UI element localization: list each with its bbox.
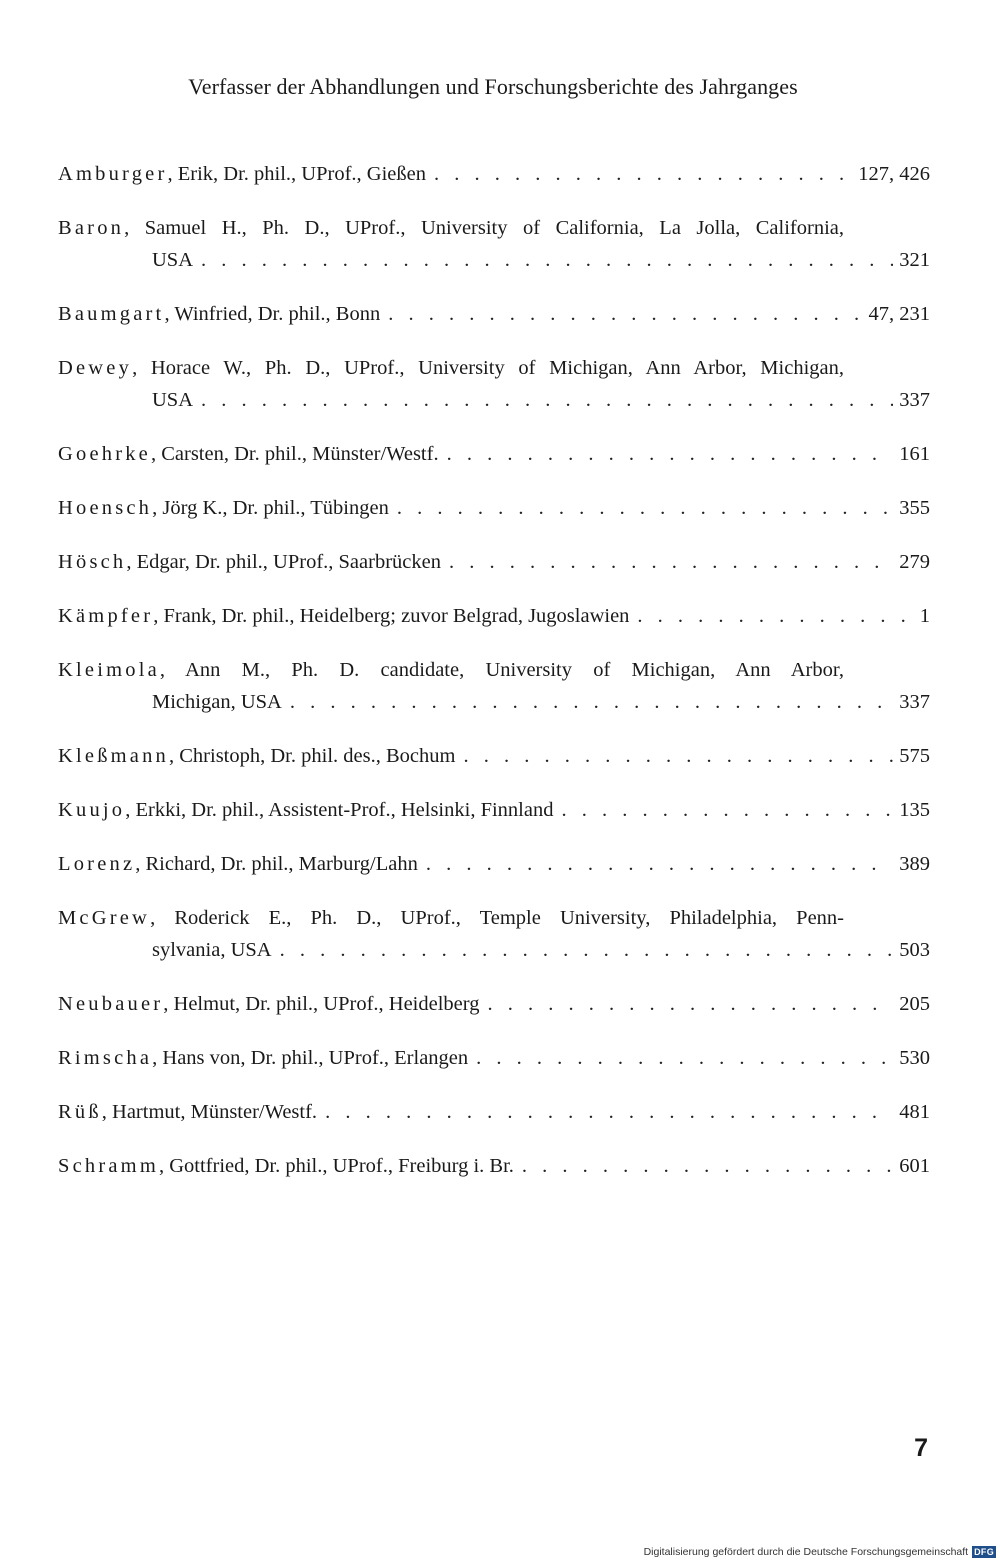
author-details: , Christoph, Dr. phil. des., Bochum (169, 745, 456, 767)
author-surname: Baumgart (58, 303, 165, 325)
page-reference: 503 (899, 939, 930, 961)
page-reference: 389 (899, 853, 930, 875)
entry-line (58, 438, 930, 470)
author-details-continued: Michigan, USA (152, 691, 282, 713)
page-reference: 601 (899, 1155, 930, 1177)
dot-leader (389, 492, 893, 524)
dot-leader (439, 438, 894, 470)
entry-line (58, 158, 930, 190)
dot-leader (282, 686, 893, 718)
entry-line (58, 546, 930, 578)
entry-line (58, 794, 930, 826)
author-surname: Kleimola (58, 659, 160, 681)
author-details: , Ann M., Ph. D. candidate, University of Michigan, Ann Arbor, (159, 659, 844, 681)
entry-continuation-line (58, 686, 930, 718)
author-details: , Edgar, Dr. phil., UProf., Saarbrücken (126, 551, 441, 573)
page-reference: 161 (899, 443, 930, 465)
author-entry (58, 654, 930, 718)
author-details: , Frank, Dr. phil., Heidelberg; zuvor Belgrad, Jugoslawien (153, 605, 630, 627)
page-reference: 321 (899, 249, 930, 271)
dot-leader (514, 1150, 893, 1182)
author-surname: Hösch (58, 551, 127, 573)
author-entry (58, 352, 930, 416)
entry-line (58, 654, 844, 686)
author-entry (58, 438, 930, 470)
dot-leader (272, 934, 894, 966)
page-reference: 337 (899, 691, 930, 713)
entry-line (58, 1042, 930, 1074)
dot-leader (441, 546, 893, 578)
entry-continuation-line (58, 384, 930, 416)
author-entry (58, 848, 930, 880)
author-details: , Hartmut, Münster/Westf. (101, 1101, 318, 1123)
page-reference: 481 (899, 1101, 930, 1123)
entry-continuation-line (58, 934, 930, 966)
page-reference: 530 (899, 1047, 930, 1069)
page-reference: 135 (899, 799, 930, 821)
author-details: , Helmut, Dr. phil., UProf., Heidelberg (163, 993, 480, 1015)
entry-line (58, 600, 930, 632)
author-entry (58, 988, 930, 1020)
entry-line (58, 740, 930, 772)
author-surname: Rüß (58, 1101, 102, 1123)
author-surname: Neubauer (58, 993, 164, 1015)
author-surname: Hoensch (58, 497, 153, 519)
dot-leader (553, 794, 893, 826)
author-details: , Jörg K., Dr. phil., Tübingen (152, 497, 389, 519)
author-details: , Erkki, Dr. phil., Assistent-Prof., Helsinki, Finnland (125, 799, 554, 821)
page-number: 7 (914, 1434, 928, 1462)
author-surname: Baron (58, 217, 125, 239)
page-reference: 575 (899, 745, 930, 767)
author-surname: Rimscha (58, 1047, 153, 1069)
entry-line (58, 988, 930, 1020)
page-title: Verfasser der Abhandlungen und Forschungsberichte des Jahrganges (188, 74, 798, 99)
author-entry (58, 492, 930, 524)
dot-leader (380, 298, 862, 330)
author-entry (58, 600, 930, 632)
author-list (58, 158, 930, 1204)
author-surname: Schramm (58, 1155, 159, 1177)
page-reference: 1 (919, 605, 930, 627)
author-entry (58, 902, 930, 966)
entry-line (58, 1150, 930, 1182)
digitization-credit (644, 1546, 996, 1558)
author-details: , Gottfried, Dr. phil., UProf., Freiburg i. Br. (158, 1155, 514, 1177)
page-reference: 205 (899, 993, 930, 1015)
author-entry (58, 740, 930, 772)
page-reference: 127, 426 (858, 163, 930, 185)
dot-leader (479, 988, 893, 1020)
author-surname: Kämpfer (58, 605, 154, 627)
author-details: , Erik, Dr. phil., UProf., Gießen (167, 163, 426, 185)
dfg-logo: DFG (974, 1547, 994, 1557)
author-entry (58, 546, 930, 578)
dot-leader (629, 600, 913, 632)
author-surname: Goehrke (58, 443, 151, 465)
author-surname: Kuujo (58, 799, 126, 821)
entry-continuation-line (58, 244, 930, 276)
author-details: , Samuel H., Ph. D., UProf., University of California, La Jolla, California, (124, 217, 844, 239)
author-surname: Amburger (58, 163, 168, 185)
page-reference: 355 (899, 497, 930, 519)
author-details-continued: USA (152, 249, 194, 271)
author-details: , Hans von, Dr. phil., UProf., Erlangen (152, 1047, 469, 1069)
dot-leader (193, 244, 893, 276)
author-surname: Kleßmann (58, 745, 169, 767)
author-details-continued: sylvania, USA (152, 939, 272, 961)
entry-line (58, 902, 844, 934)
author-entry (58, 298, 930, 330)
entry-line (58, 848, 930, 880)
entry-line (58, 212, 844, 244)
author-entry (58, 212, 930, 276)
page-reference: 337 (899, 389, 930, 411)
dot-leader (193, 384, 893, 416)
page-reference: 279 (899, 551, 930, 573)
entry-line (58, 1096, 930, 1128)
author-surname: Lorenz (58, 853, 136, 875)
author-details: , Winfried, Dr. phil., Bonn (164, 303, 381, 325)
entry-line (58, 492, 930, 524)
author-details: , Richard, Dr. phil., Marburg/Lahn (135, 853, 418, 875)
author-details-continued: USA (152, 389, 194, 411)
author-entry (58, 794, 930, 826)
author-entry (58, 1096, 930, 1128)
author-entry (58, 1150, 930, 1182)
author-entry (58, 1042, 930, 1074)
author-details: , Horace W., Ph. D., UProf., University of Michigan, Ann Arbor, Michigan, (132, 357, 844, 379)
dot-leader (418, 848, 893, 880)
author-details: , Roderick E., Ph. D., UProf., Temple University, Philadelphia, Penn- (150, 907, 844, 929)
dot-leader (317, 1096, 893, 1128)
author-details: , Carsten, Dr. phil., Münster/Westf. (150, 443, 439, 465)
author-surname: Dewey (58, 357, 133, 379)
author-surname: McGrew (58, 907, 151, 929)
dot-leader (455, 740, 893, 772)
page-reference: 47, 231 (868, 303, 930, 325)
author-entry (58, 158, 930, 190)
entry-line (58, 298, 930, 330)
entry-line (58, 352, 844, 384)
credit-text: Digitalisierung gefördert durch die Deutsche Forschungsgemeinschaft (643, 1546, 969, 1558)
dot-leader (468, 1042, 893, 1074)
dot-leader (426, 158, 852, 190)
